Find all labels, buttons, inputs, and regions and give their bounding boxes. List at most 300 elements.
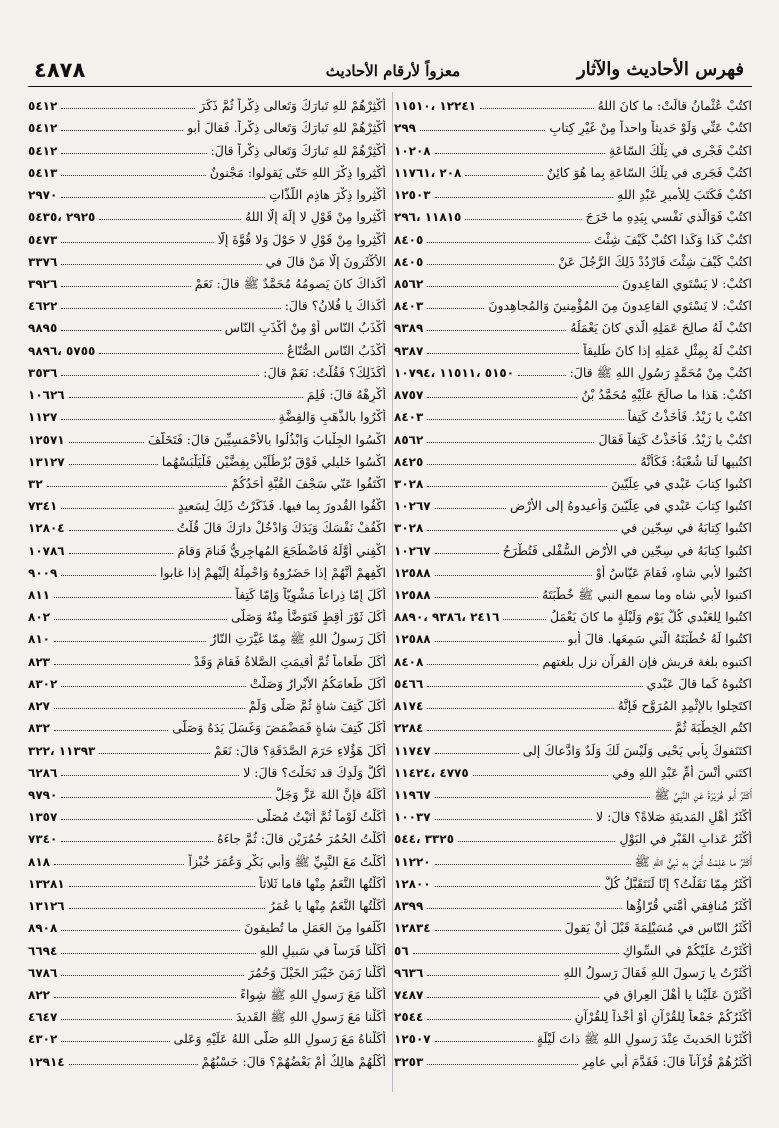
entry-text: اكتُبْ: هَذا ما صالَحَ عَلَيْهِ مُحَمَّدُ بْنُ (581, 387, 752, 403)
index-entry (394, 314, 752, 336)
index-entry (28, 403, 386, 425)
entry-text: اكْتَفُوا عَنّي سَجْفَ القُبَّةِ أَحَدُكُمْ (231, 475, 386, 491)
entry-text: أَكْثَرُ ما عَلِمْتُ أُتِيَ بِهِ نَبِيُّ اللهِ ﷺ (634, 853, 752, 869)
entry-refs: ٣٩٢٦ (28, 276, 58, 291)
index-entry (28, 314, 386, 336)
dot-leader (427, 908, 622, 909)
entry-refs: ٥٤١٣ (28, 165, 58, 180)
index-entry (394, 403, 752, 425)
entry-refs: ١٣٢٨١ (28, 876, 65, 891)
entry-refs: ٥٤١٢ (28, 121, 58, 136)
dot-leader (69, 1064, 198, 1065)
entry-refs: ٨١٠ (28, 632, 50, 647)
entry-text: اكتبوه بلغة قريش فإن القرآن نزل بلغتهم (542, 653, 752, 669)
index-entry (28, 959, 386, 981)
entry-text: اكتُبْ فَجَرى في تِلْكَ السّاعَةِ بِما هُوَ كائِنٌ (546, 164, 752, 180)
entry-text: أَكَلَ إِمّا ذِراعاً مَشْوِيّاً وَإِمّا كَتِفاً (235, 587, 386, 603)
entry-refs: ١٢٨٠٠ (394, 876, 431, 891)
index-entry (394, 914, 752, 936)
entry-text: اكتُبْ: لا يَسْتَوي القاعِدونَ (621, 275, 752, 291)
index-entry (28, 1003, 386, 1025)
entry-refs: ٥٤٧٣ (28, 232, 58, 247)
entry-refs: ١٢٨٠٤ (28, 521, 65, 536)
entry-text: اكتُبْ فَجْرى في تِلْكَ السّاعَةِ (608, 142, 752, 158)
entry-text: أَكْذَبُ النّاسِ أَوْ مِنْ أَكْذَبِ النّاسِ (224, 320, 386, 336)
entry-text: أَكْثِرْهُمْ للهِ تَبارَكَ وَتَعالى ذِكْراً ثُمَّ ذَكَرَ (199, 98, 386, 114)
entry-text: أَكْثِرْهُمْ للهِ تَبارَكَ وَتَعالى ذِكْراً قالَ: (210, 142, 386, 158)
dot-leader (61, 975, 244, 976)
index-entry (28, 736, 386, 758)
entry-refs: ٨١٧٤ (394, 699, 424, 714)
entry-refs: ١٠٦٢٦ (28, 388, 65, 403)
entry-text: أَكْثَرُ مُنافِقي أُمَّتي قُرّاؤُها (625, 898, 752, 914)
dot-leader (458, 841, 615, 842)
dot-leader (435, 753, 519, 754)
entry-text: اكْفِهِمْ أَنَّهُمْ إِذا حَضَرُوهُ وَاحْمِلْهُ إِلَيْهِمْ إِذا غابوا (160, 564, 386, 580)
entry-text: أَكَلْتُها النَّعَمُ مِنْها قاما ثَلاثاً (259, 875, 386, 891)
entry-refs: ٨٣٠٢ (28, 676, 58, 691)
entry-text: اكْفُوا القُدورَ بِما فيها. فَذَكَرْتُ ذَلِكَ لِسَعيدٍ (178, 498, 386, 514)
dot-leader (427, 264, 554, 265)
index-entry (28, 470, 386, 492)
dot-leader (99, 753, 210, 754)
index-entry (394, 670, 752, 692)
entry-text: أَكَلَ كَتِفَ شاةٍ فَمَضْمَضَ وَغَسَلَ يَدَهُ وَصَلّى (172, 720, 386, 736)
left-column (28, 92, 386, 1070)
dot-leader (435, 819, 592, 820)
entry-text: اكتُبوهُ كَما قالَ عَبْدي (646, 675, 752, 691)
entry-refs: ٧٣٤١ (28, 499, 58, 514)
entry-refs: ٢٢٨٤ (394, 721, 424, 736)
entry-refs: ٦٦٩٤ (28, 943, 58, 958)
dot-leader (427, 442, 594, 443)
index-entry (28, 692, 386, 714)
entry-refs: ١٠٢٠٨ (394, 143, 431, 158)
entry-refs: ٨١٨ (28, 854, 50, 869)
dot-leader (427, 419, 623, 420)
entry-text: أَكَذاكَ يا فُلانُ؟ قالَ: (284, 298, 386, 314)
entry-refs: ١٠٢٦٧ (394, 543, 431, 558)
entry-refs: ٨٢٣ (28, 654, 50, 669)
index-entry (28, 603, 386, 625)
entry-refs: ٨٤٠٨ (394, 654, 424, 669)
dot-leader (61, 819, 252, 820)
dot-leader (61, 1019, 232, 1020)
entry-refs: ٩٨٩٥ (28, 321, 58, 336)
dot-leader (427, 1019, 570, 1020)
dot-leader (99, 353, 283, 354)
dot-leader (61, 953, 256, 954)
entry-text: اكتُبْ: لا يَسْتَوي القاعِدونَ مِنَ المُؤْمِنينَ وَالمُجاهِدونَ (488, 298, 752, 314)
entry-refs: ٥٧٥٥ ،٩٨٩٦ (28, 343, 96, 358)
entry-text: أَكْثَرُ عَذابِ القَبْرِ في البَوْلِ (619, 831, 752, 847)
index-entry (28, 270, 386, 292)
entry-text: اكتُبْ فَوَالَّذي نَفْسي بِيَدِهِ ما خَرَجَ (585, 209, 752, 225)
index-entry (28, 92, 386, 114)
dot-leader (427, 708, 613, 709)
index-entry (394, 448, 752, 470)
entry-refs: ٣٣٧٦ (28, 254, 58, 269)
dot-leader (69, 397, 303, 398)
entry-refs: ٢٩٧٠ (28, 188, 58, 203)
entry-refs: ١٣١٢٦ (28, 899, 65, 914)
index-entry (394, 381, 752, 403)
index-entry (28, 670, 386, 692)
entry-text: أَكَلْناهُ مَعَ رَسولِ اللهِ صَلّى اللهُ عَلَيْهِ وَعَلى (173, 1031, 386, 1047)
index-entry (394, 536, 752, 558)
dot-leader (61, 308, 280, 309)
index-entry (394, 559, 752, 581)
index-entry (28, 359, 386, 381)
entry-refs: ٥٦ (394, 943, 409, 958)
entry-refs: ٧٣٤٠ (28, 832, 58, 847)
column-divider (392, 92, 393, 1092)
dot-leader (69, 886, 256, 887)
entry-refs: ١٣٥٧ (28, 810, 58, 825)
dot-leader (69, 442, 144, 443)
dot-leader (69, 908, 265, 909)
dot-leader (465, 219, 581, 220)
entry-text: أَكَلَ ثَوْرَ أَقِطٍ فَتَوَضَّأَ مِنْهُ وَصَلّى (230, 609, 386, 625)
dot-leader (61, 242, 213, 243)
entry-refs: ١٢٥٠٧ (394, 1032, 431, 1047)
entry-text: أَكَلْنا مَعَ رَسولِ اللهِ ﷺ القَديدَ (236, 1009, 386, 1025)
entry-text: الأَكْثَرونَ إِلّا مَنْ قالَ في (265, 253, 386, 269)
dot-leader (54, 619, 227, 620)
index-entry (394, 981, 752, 1003)
entry-refs: ١٢٥٠٣ (394, 188, 431, 203)
entry-text: اكتَني أُنْسَ أُمِّ عَبْدِ اللهِ وفي (612, 764, 752, 780)
dot-leader (420, 130, 545, 131)
entry-refs: ٦٧٨٦ (28, 965, 58, 980)
entry-refs: ٢٩٩ (394, 121, 416, 136)
index-entry (28, 159, 386, 181)
dot-leader (427, 330, 566, 331)
index-entry (28, 136, 386, 158)
entry-text: اكْفِني أَوَّلَهُ فَاضْطَجَعَ المُهاجِرِيُّ فَنامَ وَقامَ (177, 542, 386, 558)
entry-text: أَكْثَرْنَ عَلَيْنا يا أَهْلَ العِراقِ في (603, 986, 752, 1002)
dot-leader (61, 775, 239, 776)
index-entry (28, 381, 386, 403)
index-entry (28, 870, 386, 892)
entry-text: أَكَلْتُها النَّعَمُ مِنْها يا عُمَرُ (268, 898, 386, 914)
index-entry (394, 159, 752, 181)
entry-refs: ٨٤٠٥ (394, 254, 424, 269)
entry-refs: ٥١٥٠ ،١١٥١١ ،١٠٧٩٤ (394, 365, 515, 380)
index-entry (28, 559, 386, 581)
entry-text: أَكْثَرُ أَهْلِ المَدينَةِ صَلاةً؟ قالَ: لا (596, 809, 752, 825)
entry-refs: ٥٤١٢ (28, 143, 58, 158)
dot-leader (427, 464, 636, 465)
entry-text: أَكَلَهُ فإِنَّ اللهَ عَزَّ وَجَلَّ (275, 787, 386, 802)
index-entry (394, 959, 752, 981)
index-entry (28, 847, 386, 869)
index-entry (28, 536, 386, 558)
entry-refs: ٩٠٠٩ (28, 565, 58, 580)
entry-text: اكتُبوا كِتابَ عَبْدي في عِلِّيّينَ (611, 475, 752, 491)
index-entry (28, 492, 386, 514)
dot-leader (69, 464, 158, 465)
dot-leader (435, 1041, 533, 1042)
index-entry (394, 936, 752, 958)
entry-text: اكْسُوا الجِلْبابَ وَابْذُلُوا بالأَحْمَسِيِّينَ قالَ: فَتَخَلَّفَ (147, 431, 386, 447)
entry-text: أَكَلْنا فَرَساً في سَبيلِ اللهِ (259, 942, 386, 958)
dot-leader (54, 664, 190, 665)
entry-text: أَكْثِروا مِنْ قَوْلِ لا حَوْلَ وَلا قُوَّةَ إِلّا (217, 231, 386, 247)
index-entry (28, 514, 386, 536)
entry-refs: ١٢٥٨٨ (394, 565, 431, 580)
dot-leader (54, 864, 184, 865)
entry-refs: ٨٥٦٢ (394, 432, 424, 447)
dot-leader (435, 597, 538, 598)
dot-leader (427, 397, 577, 398)
entry-text: اكتُبْ لَهُ صالِحَ عَمَلِهِ الَّذي كانَ يَعْمَلُهُ (570, 320, 752, 336)
index-entry (28, 292, 386, 314)
dot-leader (61, 286, 190, 287)
entry-text: اكتُبوا كِتابَهُ في سِجّينٍ في (620, 520, 752, 536)
entry-text: اكتبوا لأبي شاه وما سمع النبي ﷺ خُطْبَتَهُ (541, 587, 752, 603)
entry-text: أَكْثَرُ أَبو هُرَيْرَةَ عَنِ النَّبِيِّ ﷺ (654, 787, 752, 802)
dot-leader (427, 530, 617, 531)
entry-refs: ٨٠٢ (28, 610, 50, 625)
index-entry (28, 448, 386, 470)
entry-refs: ٩٣٨٩ (394, 321, 424, 336)
index-entry (394, 92, 752, 114)
index-entry (28, 336, 386, 358)
dot-leader (54, 730, 168, 731)
dot-leader (61, 197, 265, 198)
index-entry (394, 1047, 752, 1069)
index-entry (394, 492, 752, 514)
entry-text: اكتُمِ الخِطْبَةَ ثُمَّ (674, 720, 752, 736)
index-entry (394, 736, 752, 758)
entry-refs: ٩٧٩٠ (28, 788, 58, 802)
entry-refs: ٣٠٢٨ (394, 521, 424, 536)
dot-leader (61, 175, 205, 176)
dot-leader (61, 575, 156, 576)
entry-refs: ٢٠٨ ،١١٧٦١ (394, 165, 462, 180)
index-entry (394, 825, 752, 847)
entry-refs: ٩٣٨٧ (394, 343, 424, 358)
dot-leader (518, 375, 566, 376)
index-entry (28, 625, 386, 647)
index-entry (28, 892, 386, 914)
index-entry (28, 914, 386, 936)
entry-text: أَكَلَ طَعاماً ثُمَّ أُقيمَتِ الصَّلاةُ فَقامَ وَقَدْ (193, 653, 386, 669)
index-entry (28, 181, 386, 203)
entry-text: أَكْثِروا ذِكْرَ اللهِ حَتّى يَقولوا: مَجْنونٌ (209, 164, 386, 180)
entry-text: اكتُبْ كَيْفَ شِئْتَ فَارْدُدْ ذَلِكَ الرَّجُلَ عَنْ (558, 253, 752, 269)
index-entry (394, 870, 752, 892)
entry-text: أَكَذَلِكَ؟ فَقُلْتُ: نَعَمْ قالَ: (263, 364, 386, 380)
dot-leader (413, 953, 619, 954)
dot-leader (99, 219, 241, 220)
entry-refs: ٨٣٩٩ (394, 899, 424, 914)
dot-leader (61, 264, 261, 265)
entry-text: أَكْثَرُ النّاسِ في مُسَيْلِمَةَ قَبْلَ أَنْ يَقولَ (564, 920, 752, 936)
entry-text: أَكَلْنا زَمَنَ خَيْبَرَ الخَيْلَ وَحُمُرَ (248, 964, 386, 980)
index-entry (394, 470, 752, 492)
index-entry (394, 603, 752, 625)
index-entry (394, 203, 752, 225)
index-entry (394, 714, 752, 736)
entry-refs: ٤٧٧٥ ،١١٤٢٤ (394, 765, 469, 780)
dot-leader (480, 108, 594, 109)
entry-text: أَكْثِروا ذِكْرَ هاذِمِ اللَّذّاتِ (269, 187, 386, 203)
index-entry (394, 647, 752, 669)
index-entry (394, 803, 752, 825)
entry-text: اكتُبوا لَهُ خُطْبَتَهُ الَّتي سَمِعَها. قالَ أَبو (567, 631, 752, 647)
dot-leader (427, 1064, 577, 1065)
entry-text: اكتَنَفوكَ بِأَبي يَحْيى وَلَيْسَ لَكَ وَلَدٌ وَادَّعاكَ إلى (522, 742, 752, 758)
dot-leader (47, 486, 228, 487)
entry-refs: ١٢٥٧١ (28, 432, 65, 447)
index-entry (394, 781, 752, 803)
dot-leader (427, 286, 618, 287)
dot-leader (61, 686, 246, 687)
entry-text: أَكْذَبُ النّاسِ الصُّنّاعُ (287, 342, 386, 358)
entry-refs: ٥٤٦٦ (394, 676, 424, 691)
dot-leader (61, 375, 259, 376)
dot-leader (503, 619, 546, 620)
entry-text: أَكَلْتُ لَوْماً ثُمَّ أَتَيْتُ مُصَلّى (256, 809, 386, 825)
dot-leader (61, 841, 213, 842)
dot-leader (54, 708, 245, 709)
dot-leader (61, 930, 240, 931)
entry-text: اكتُبْ عُثْمانُ قالَتْ: ما كانَ اللهُ (597, 98, 752, 114)
entry-refs: ٥٤١٢ (28, 99, 58, 114)
entry-refs: ١٠٢٦٧ (394, 499, 431, 514)
index-page (28, 56, 752, 1096)
dot-leader (69, 553, 174, 554)
index-entry (28, 581, 386, 603)
dot-leader (435, 864, 631, 865)
entry-refs: ١٢٥٨٨ (394, 632, 431, 647)
entry-refs: ١١٨١٥ ،٢٩٦ (394, 210, 462, 225)
entry-text: اكتُبوا كِتابَهُ في سِجّينٍ في الأَرْضِ السُّفْلى فَتُطْرَحُ (502, 542, 752, 558)
dot-leader (54, 597, 231, 598)
entry-refs: ١٢٢٤١ ،١١٥١٠ (394, 99, 476, 114)
index-entry (28, 1025, 386, 1047)
entry-refs: ٨٢٧ (28, 699, 50, 714)
entry-refs: ١١٧٤٧ (394, 743, 431, 758)
dot-leader (61, 330, 220, 331)
dot-leader (427, 353, 579, 354)
dot-leader (61, 1041, 169, 1042)
entry-text: اكتُبْ عَنِّي وَلَوْ حَديثاً واحداً مِنْ غَيْرِ كِتابٍ (549, 120, 752, 136)
entry-refs: ٤٦٢٢ (28, 299, 58, 314)
index-entry (394, 359, 752, 381)
index-entry (394, 514, 752, 536)
entry-text: أَكْثِروا مِنْ قَوْلِ لا إِلَهَ إِلّا اللهُ (244, 209, 386, 225)
entry-text: أَكْثَرْنا الحَديثَ عِنْدَ رَسولِ اللهِ ﷺ ذاتَ لَيْلَةٍ (536, 1031, 752, 1047)
index-entry (28, 203, 386, 225)
entry-refs: ٢٥٤٤ (394, 1010, 424, 1025)
index-entry (28, 248, 386, 270)
dot-leader (435, 641, 564, 642)
entry-refs: ١١٢٢٠ (394, 854, 431, 869)
entry-text: أَكَلَ هَؤُلاءِ حَرَمَ الصَّدَقَةِ؟ قالَ: نَعَمْ (213, 742, 386, 758)
dot-leader (61, 130, 183, 131)
entry-refs: ١٣١٢٧ (28, 454, 65, 469)
entry-refs: ٨٤٠٥ (394, 232, 424, 247)
entry-refs: ٨٣٢ (28, 721, 50, 736)
index-entry (394, 892, 752, 914)
entry-text: أَكَلْنا مَعَ رَسولِ اللهِ ﷺ شِواءً (240, 986, 386, 1002)
dot-leader (61, 508, 174, 509)
entry-refs: ٩٦٣٦ (394, 965, 424, 980)
index-entry (28, 781, 386, 803)
entry-text: أَكْلُهُمْ هالِكٌ أَمْ بَعْضُهُمْ؟ قالَ: حَسْبُهُمْ (201, 1053, 386, 1069)
entry-text: أَكْرُوا بالذَّهَبِ وَالفِضَّةِ (278, 409, 386, 425)
entry-refs: ٨٧٥٧ (394, 388, 424, 403)
dot-leader (61, 797, 271, 798)
index-entry (394, 625, 752, 647)
section-title: معزواً لأرقام الأحاديث (325, 62, 461, 80)
index-entry (394, 292, 752, 314)
entry-text: اكْسُوا خَليلي فَوْقَ بُرْطُلَيْنِ بِفِضَّيْنِ فَلْيَلْبَسْهُما (161, 453, 386, 469)
entry-refs: ١٠٠٣٧ (394, 810, 431, 825)
dot-leader (435, 553, 499, 554)
index-entry (394, 1025, 752, 1047)
entry-text: أَكْثَرُ مِمّا نَقَلْتُ؟ إِنّا لَنَتَقَبَّلُ كُلَّ (604, 875, 752, 891)
index-entry (394, 759, 752, 781)
entry-refs: ٨٥٦٢ (394, 276, 424, 291)
entry-refs: ٣٣٢٥ ،٥٤٤ (394, 832, 455, 847)
index-entry (28, 647, 386, 669)
index-entry (28, 803, 386, 825)
entry-text: أَكْثَرُهُمْ قُرْآناً قالَ: فَقَدَّمَ أَبي عامِرٍ (581, 1053, 752, 1069)
entry-text: اكتُبيها لَنا شُعْبَةُ: فَكَأَنَّهُ (640, 453, 752, 469)
index-entry (394, 270, 752, 292)
entry-text: أَكَذاكَ كانَ يَصومُهُ مُحَمَّدٌ ﷺ قالَ: نَعَمْ (194, 275, 386, 291)
dot-leader (69, 530, 173, 531)
entry-refs: ٣٢٥٣ (394, 1054, 424, 1069)
dot-leader (427, 730, 670, 731)
dot-leader (427, 242, 590, 243)
entry-text: أَكَلَ كَتِفَ شاةٍ ثُمَّ صَلّى وَلَمْ (248, 698, 386, 714)
index-entry (28, 225, 386, 247)
index-entry (394, 114, 752, 136)
index-entry (394, 847, 752, 869)
entry-refs: ٤٦٤٧ (28, 1010, 58, 1025)
dot-leader (61, 108, 195, 109)
page-header (28, 56, 752, 87)
entry-refs: ٤٣٠٢ (28, 1032, 58, 1047)
entry-text: اكتَحِلوا بالإِثْمِدِ المُرَوَّحِ فَإِنَّهُ (617, 698, 752, 714)
index-entry (28, 981, 386, 1003)
entry-text: أَكَلْتُ الحُمُرَ حُمُرَيْنِ قالَ: ثُمَّ جاءَهُ (217, 831, 386, 847)
entry-text: اكْلَفوا مِنَ العَمَلِ ما تُطيقونَ (244, 920, 386, 936)
index-entry (394, 136, 752, 158)
dot-leader (435, 197, 614, 198)
entry-text: أَكْرِهْهُ قالَ: فَلِمَ (306, 387, 386, 403)
entry-refs: ٨٢٢ (28, 987, 50, 1002)
entry-text: اكتُبْ يا زَيْدُ. فَأَخَذْتُ كَتِفاً فَقالَ (598, 431, 752, 447)
entry-text: اكتُبْ مِنْ مُحَمَّدٍ رَسُولِ اللهِ ﷺ قالَ: (569, 364, 752, 380)
page-number: ٤٨٧٨ (34, 58, 86, 82)
dot-leader (435, 797, 651, 798)
entry-refs: ٣٢ (28, 476, 43, 491)
index-entry (28, 759, 386, 781)
index-entry (394, 336, 752, 358)
entry-refs: ٨٤٠٣ (394, 299, 424, 314)
entry-text: أَكَلَ رَسولُ اللهِ ﷺ مِمّا غَيَّرَتِ النّارُ (210, 631, 386, 647)
dot-leader (473, 775, 609, 776)
entry-text: أَكْثَرْتُ عَلَيْكُمْ في السِّواكِ (622, 942, 752, 958)
entry-refs: ٨٤٠٣ (394, 410, 424, 425)
dot-leader (54, 641, 206, 642)
